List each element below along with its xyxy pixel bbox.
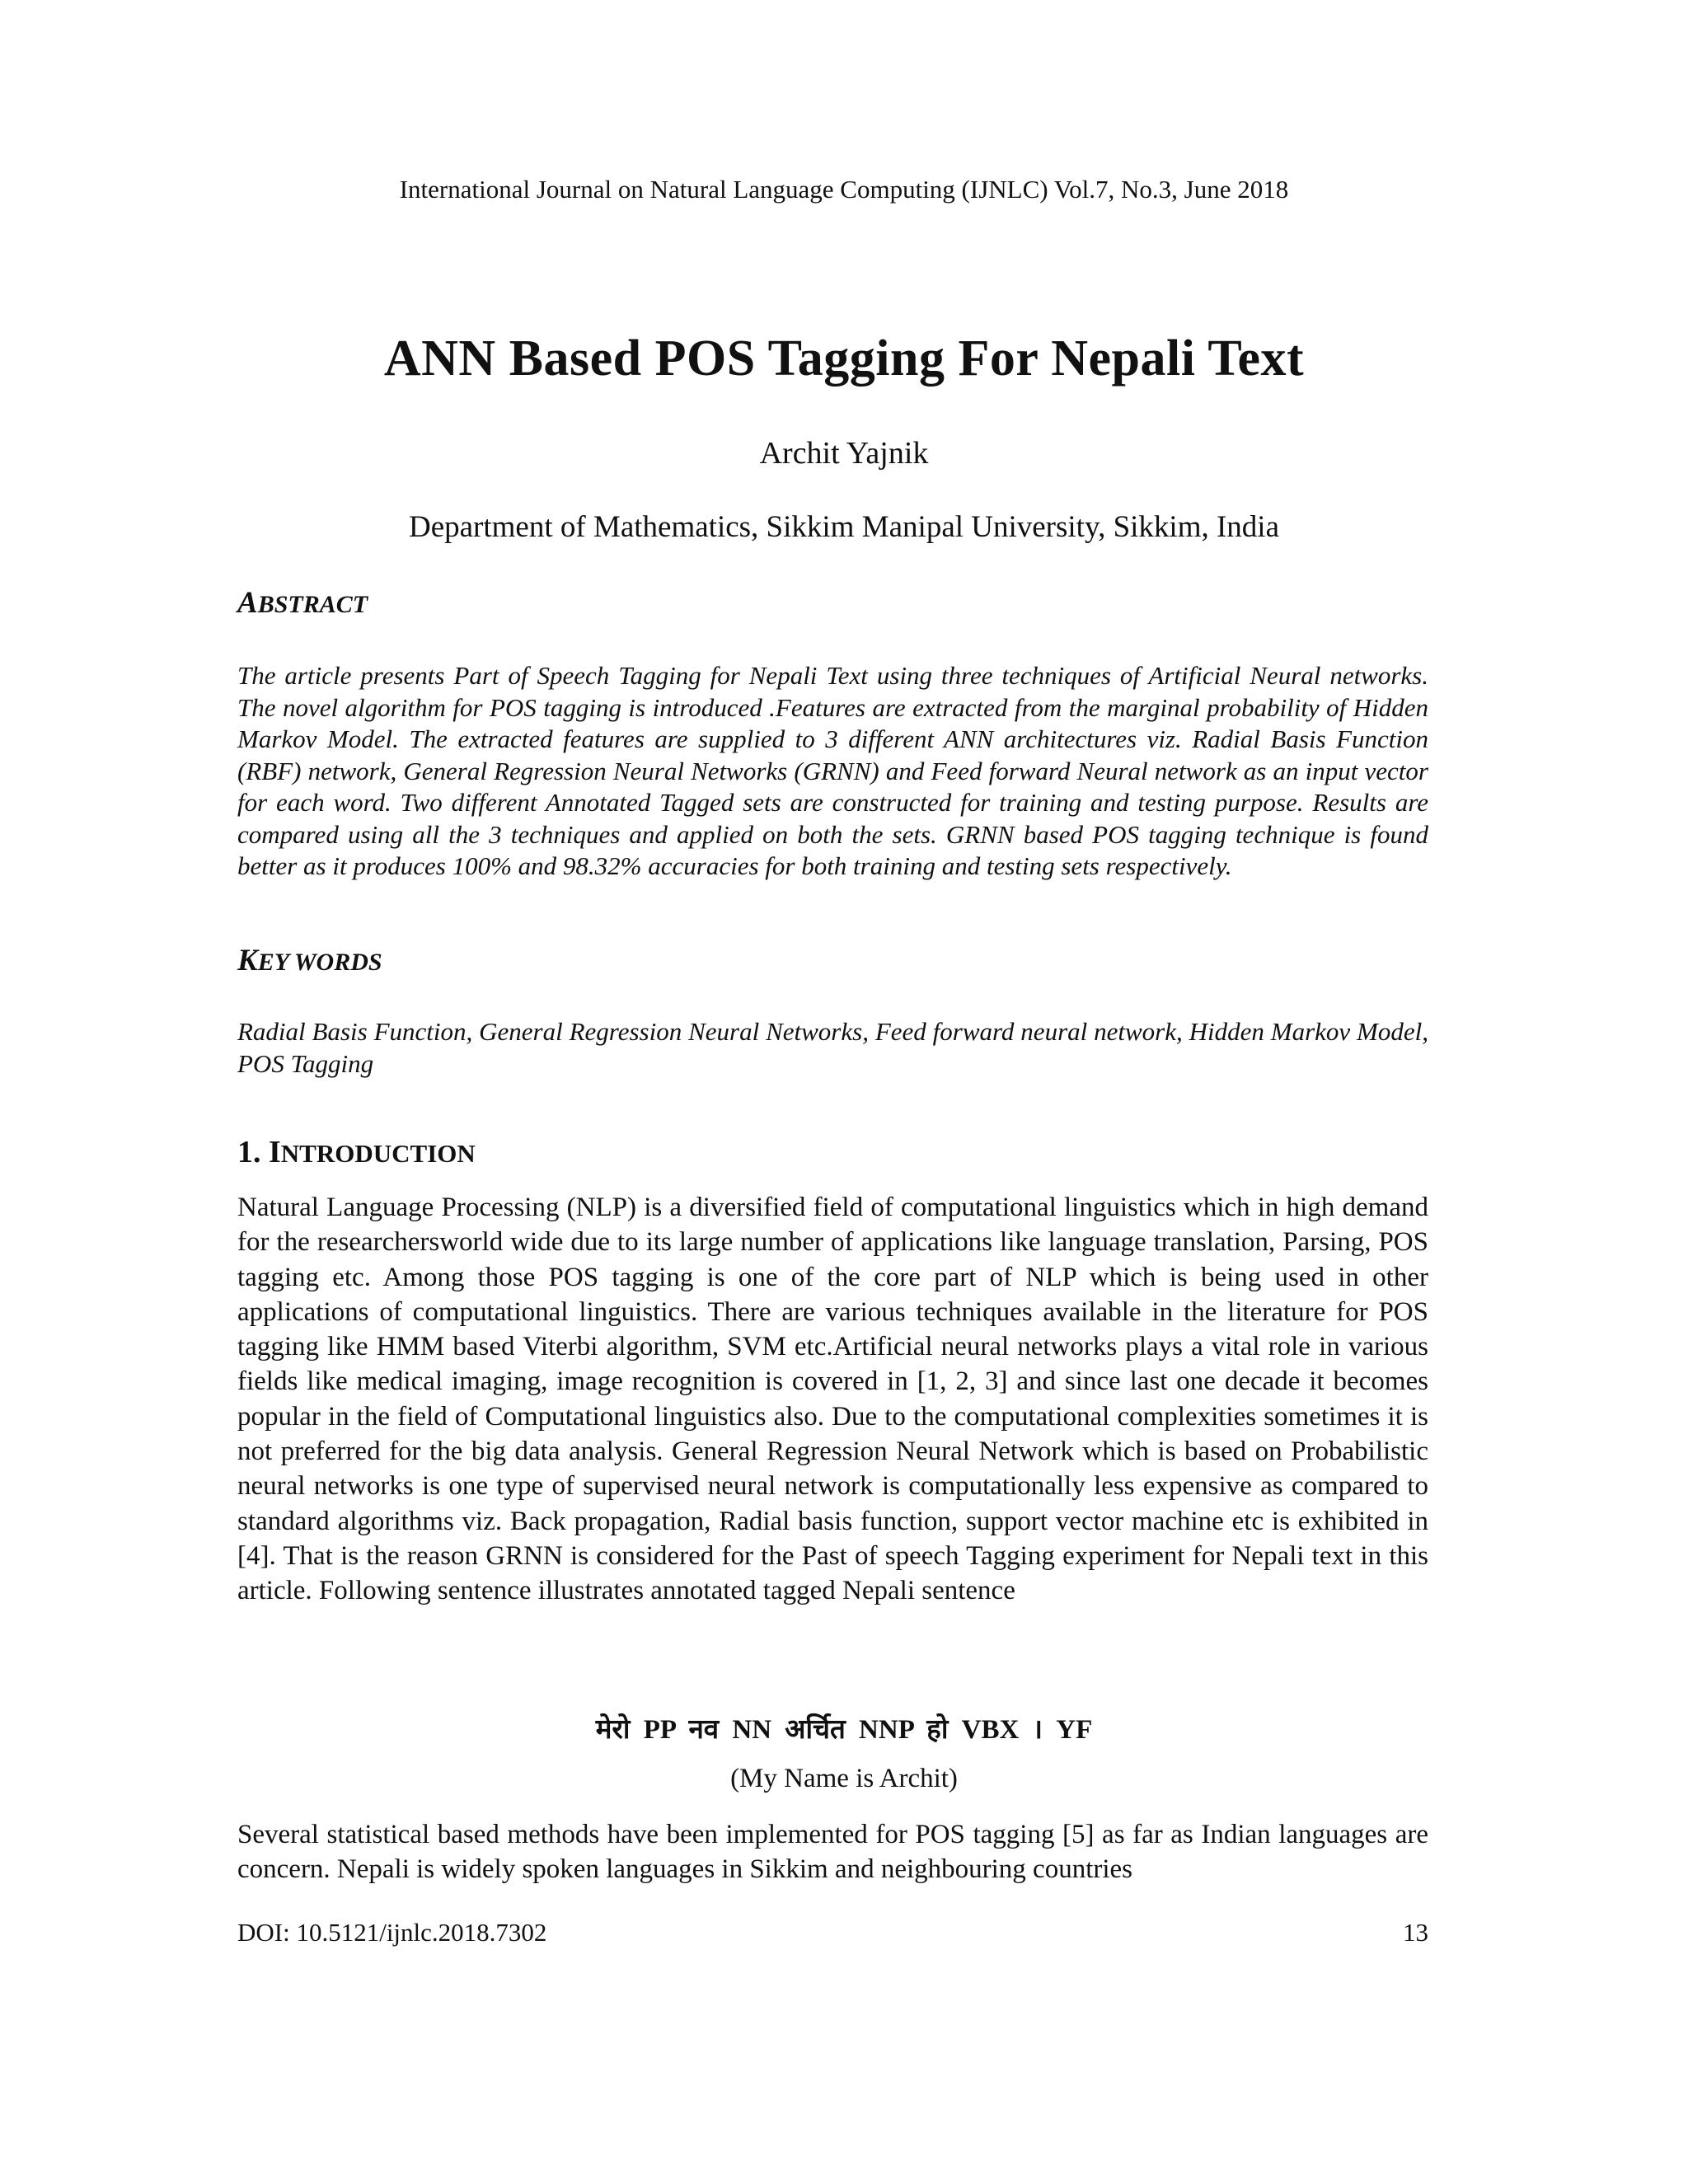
introduction-heading [237,1134,1428,1172]
keywords-section [237,1016,1428,1080]
abstract-section [237,660,1428,883]
paper-title: ANN Based POS Tagging For Nepali Text [383,330,1305,387]
introduction-text-2: Several statistical based methods have been implemented for POS tagging [5] as far as Indian languages are concern. Nepali is widely spoken languages in Sikkim and neighbouring countries [237,1820,1428,1885]
keywords-heading [237,944,1428,979]
example-translation: (My Name is Archit) [730,1764,958,1793]
author-name: Archit Yajnik [759,436,929,471]
abstract-heading [237,587,1428,621]
author-affiliation: Department of Mathematics, Sikkim Manipal University, Sikkim, India [408,510,1280,544]
introduction-paragraph-2 [237,1817,1428,1887]
introduction-number: 1. [237,1135,269,1169]
abstract-heading-rest: BSTRACT [257,591,368,618]
tagged-example-sentence: मेरो PP नव NN अर्चित NNP हो VBX । YF [595,1715,1093,1745]
introduction-heading-initial: I [269,1135,281,1169]
introduction-heading-rest: NTRODUCTION [280,1139,476,1168]
introduction-paragraph-1 [237,1190,1428,1609]
page-number: 13 [1403,1918,1428,1947]
doi-text: DOI: 10.5121/ijnlc.2018.7302 [237,1918,547,1947]
introduction-text-1: Natural Language Processing (NLP) is a diversified field of computational linguistics which in high demand for the researchersworld wide due to its large number of applications like language translation, Parsing, POS tagging etc. Among those POS tagging is one of the core part of NLP which is being used in other applications of computational linguistics. There are various techniques available in the literature for POS tagging like HMM based Viterbi algorithm, SVM etc.Artificial neural networks plays a vital role in various fields like medical imaging, image recognition is covered in [1, 2, 3] and since last one decade it becomes popular in the field of Computational linguistics also. Due to the computational complexities sometimes it is not preferred for the big data analysis. General Regression Neural Network which is based on Probabilistic neural networks is one type of supervised neural network is computationally less expensive as compared to standard algorithms viz. Back propagation, Radial basis function, support vector machine etc is exhibited in [4]. That is the reason GRNN is considered for the Past of speech Tagging experiment for Nepali text in this article. Following sentence illustrates annotated tagged Nepali sentence [237,1193,1428,1606]
abstract-text: The article presents Part of Speech Tagging for Nepali Text using three techniques of Artificial Neural networks. The novel algorithm for POS tagging is introduced .Features are extracted from the marginal probability of Hidden Markov Model. The extracted features are supplied to 3 different ANN architectures viz. Radial Basis Function (RBF) network, General Regression Neural Networks (GRNN) and Feed forward Neural network as an input vector for each word. Two different Annotated Tagged sets are constructed for training and testing purpose. Results are compared using all the 3 techniques and applied on both the sets. GRNN based POS tagging technique is found better as it produces 100% and 98.32% accuracies for both training and testing sets respectively. [237,661,1428,880]
keywords-heading-initial: K [237,944,258,977]
abstract-heading-initial: A [237,586,258,620]
keywords-text: Radial Basis Function, General Regression Neural Networks, Feed forward neural network, Hidden Markov Model, POS Tagging [237,1017,1428,1078]
running-head: International Journal on Natural Language Computing (IJNLC) Vol.7, No.3, June 2018 [399,175,1289,204]
keywords-heading-rest: EY WORDS [257,949,382,976]
